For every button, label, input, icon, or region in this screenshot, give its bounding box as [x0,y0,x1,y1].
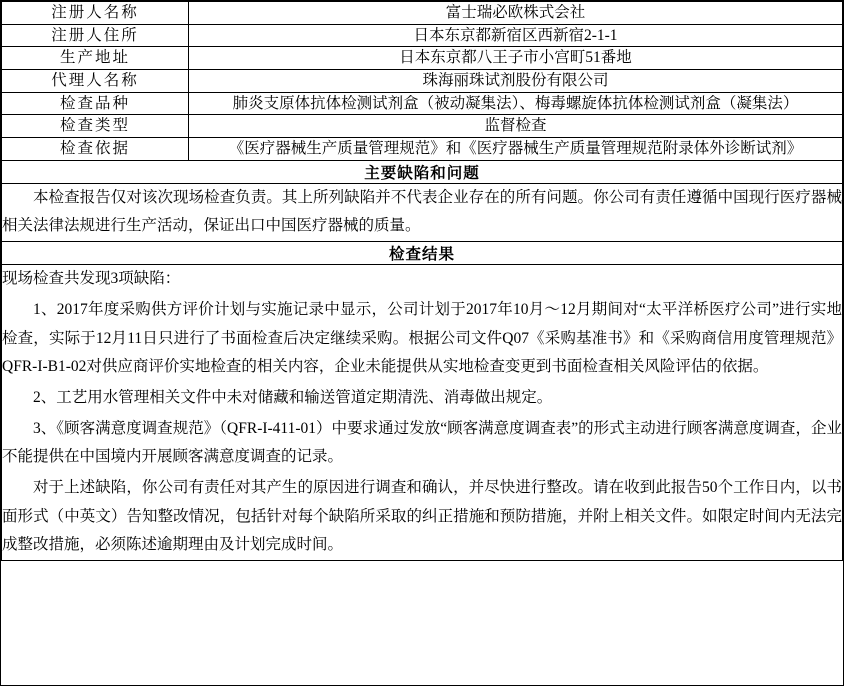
report-table [1,1,843,561]
row-label-production-address: 生产地址 [2,47,189,70]
table-row [2,92,843,115]
table-row [2,24,843,47]
defects-section-title: 主要缺陷和问题 [2,160,843,183]
defects-section-body [2,183,843,241]
row-value-agent-name: 珠海丽珠试剂股份有限公司 [189,70,843,93]
table-row [2,160,843,183]
row-label-registrant-name: 注册人名称 [2,2,189,25]
row-label-registrant-address: 注册人住所 [2,24,189,47]
table-row [2,265,843,561]
results-closing: 对于上述缺陷，你公司有责任对其产生的原因进行调查和确认，并尽快进行整改。请在收到此报告50个工作日内，以书面形式（中英文）告知整改情况，包括针对每个缺陷所采取的纠正措施和预防措施，并附上相关文件。如限定时间内无法完成整改措施，必须陈述逾期理由及计划完成时间。 [2,478,842,554]
results-intro: 现场检查共发现3项缺陷： [2,270,181,288]
results-section-title: 检查结果 [2,242,843,265]
table-row [2,47,843,70]
table-row [2,115,843,138]
row-label-agent-name: 代理人名称 [2,70,189,93]
row-value-production-address: 日本东京都八王子市小宫町51番地 [189,47,843,70]
table-row [2,2,843,25]
defect-item-3: 3、《顾客满意度调查规范》（QFR-I-411-01）中要求通过发放“顾客满意度调查表”的形式主动进行顾客满意度调查，企业不能提供在中国境内开展顾客满意度调查的记录。 [2,419,842,466]
table-row [2,138,843,161]
row-label-inspected-products: 检查品种 [2,92,189,115]
table-row [2,70,843,93]
row-value-registrant-address: 日本东京都新宿区西新宿2-1-1 [189,24,843,47]
table-row [2,242,843,265]
results-section-body [2,265,843,561]
row-value-inspection-type: 监督检查 [189,115,843,138]
row-label-inspection-type: 检查类型 [2,115,189,138]
defect-item-2: 2、工艺用水管理相关文件中未对储藏和输送管道定期清洗、消毒做出规定。 [33,388,553,406]
row-value-inspected-products: 肺炎支原体抗体检测试剂盒（被动凝集法）、梅毒螺旋体抗体检测试剂盒（凝集法） [189,92,843,115]
row-value-inspection-basis: 《医疗器械生产质量管理规范》和《医疗器械生产质量管理规范附录体外诊断试剂》 [189,138,843,161]
row-label-inspection-basis: 检查依据 [2,138,189,161]
defects-paragraph: 本检查报告仅对该次现场检查负责。其上所列缺陷并不代表企业存在的所有问题。你公司有责任遵循中国现行医疗器械相关法律法规进行生产活动，保证出口中国医疗器械的质量。 [2,188,842,235]
table-row [2,183,843,241]
defect-item-1: 1、2017年度采购供方评价计划与实施记录中显示，公司计划于2017年10月～12月期间对“太平洋桥医疗公司”进行实地检查，实际于12月11日只进行了书面检查后决定继续采购。根据公司文件Q07《采购基准书》和《采购商信用度管理规范》QFR-I-B1-02对供应商评价实地检查的相关内容，企业未能提供从实地检查变更到书面检查相关风险评估的依据。 [2,300,842,376]
row-value-registrant-name: 富士瑞必欧株式会社 [189,2,843,25]
